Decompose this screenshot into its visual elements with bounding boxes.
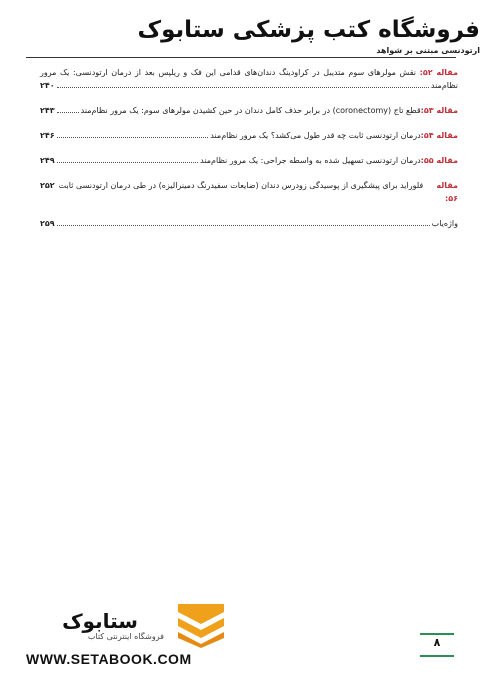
dot-leader bbox=[57, 111, 79, 113]
logo-subtitle: فروشگاه اینترنتی کتاب bbox=[87, 632, 164, 641]
dot-leader bbox=[57, 86, 429, 88]
page-number: ۸ bbox=[433, 636, 441, 649]
toc-entry-index[interactable] bbox=[40, 217, 458, 230]
toc-text: فلوراید برای پیشگیری از پوسیدگی زودرس دندان (ضایعات سفیدرنگ دمینرالیزه) در طی درمان ارتودنسی ثابت bbox=[58, 181, 424, 190]
toc-entry-52[interactable] bbox=[40, 66, 458, 92]
logo-wordmark: ستابوک bbox=[62, 609, 138, 633]
toc-text: نقش مولرهای سوم متدیبل در کراودینگ دندان‌های قدامی این فک و ریلپس بعد از درمان ارتودنسی: یک مرور bbox=[40, 68, 417, 77]
toc-label: مقاله ۵۶: bbox=[436, 181, 458, 203]
table-of-contents bbox=[40, 66, 458, 242]
toc-entry-56[interactable] bbox=[40, 179, 458, 205]
toc-page-number: ۲۴۹ bbox=[40, 156, 55, 165]
page-number-rule-top bbox=[420, 633, 454, 635]
website-url[interactable]: WWW.SETABOOK.COM bbox=[26, 651, 192, 667]
toc-page-number: ۲۵۹ bbox=[40, 219, 55, 228]
toc-text: واژه‌یاب bbox=[431, 219, 458, 228]
header-divider bbox=[26, 57, 456, 58]
toc-text: درمان ارتودنسی تسهیل شده به واسطه جراحی: یک مرور نظام‌مند bbox=[200, 156, 421, 165]
toc-page-number: ۲۴۶ bbox=[40, 131, 55, 140]
page-number-rule-bottom bbox=[420, 655, 454, 657]
dot-leader bbox=[57, 224, 430, 226]
toc-text: قطع تاج (coronectomy) در برابر حذف کامل دندان در حین کشیدن مولرهای سوم: یک مرور نظام‌مند bbox=[80, 106, 421, 115]
dot-leader bbox=[57, 161, 199, 163]
toc-entry-53[interactable] bbox=[40, 104, 458, 117]
toc-page-number: ۲۴۳ bbox=[40, 106, 55, 115]
toc-page-number: ۲۵۲ bbox=[40, 181, 55, 190]
toc-label: مقاله ۵۳: bbox=[420, 106, 458, 115]
toc-text-continued: نظام‌مند bbox=[430, 81, 458, 90]
dot-leader bbox=[57, 136, 209, 138]
toc-label: مقاله ۵۲: bbox=[419, 68, 458, 77]
book-title: ارتودنسی مبتنی بر شواهد bbox=[376, 46, 480, 55]
toc-page-number: ۲۴۰ bbox=[40, 81, 55, 90]
toc-text: درمان ارتودنسی ثابت چه قدر طول می‌کشد؟ یک مرور نظام‌مند bbox=[210, 131, 421, 140]
toc-label: مقاله ۵۵: bbox=[420, 156, 458, 165]
toc-entry-55[interactable] bbox=[40, 154, 458, 167]
store-title: فروشگاه کتب پزشکی ستابوک bbox=[137, 17, 480, 43]
toc-label: مقاله ۵۴: bbox=[420, 131, 458, 140]
logo-emblem-icon bbox=[178, 604, 224, 648]
toc-entry-54[interactable] bbox=[40, 129, 458, 142]
